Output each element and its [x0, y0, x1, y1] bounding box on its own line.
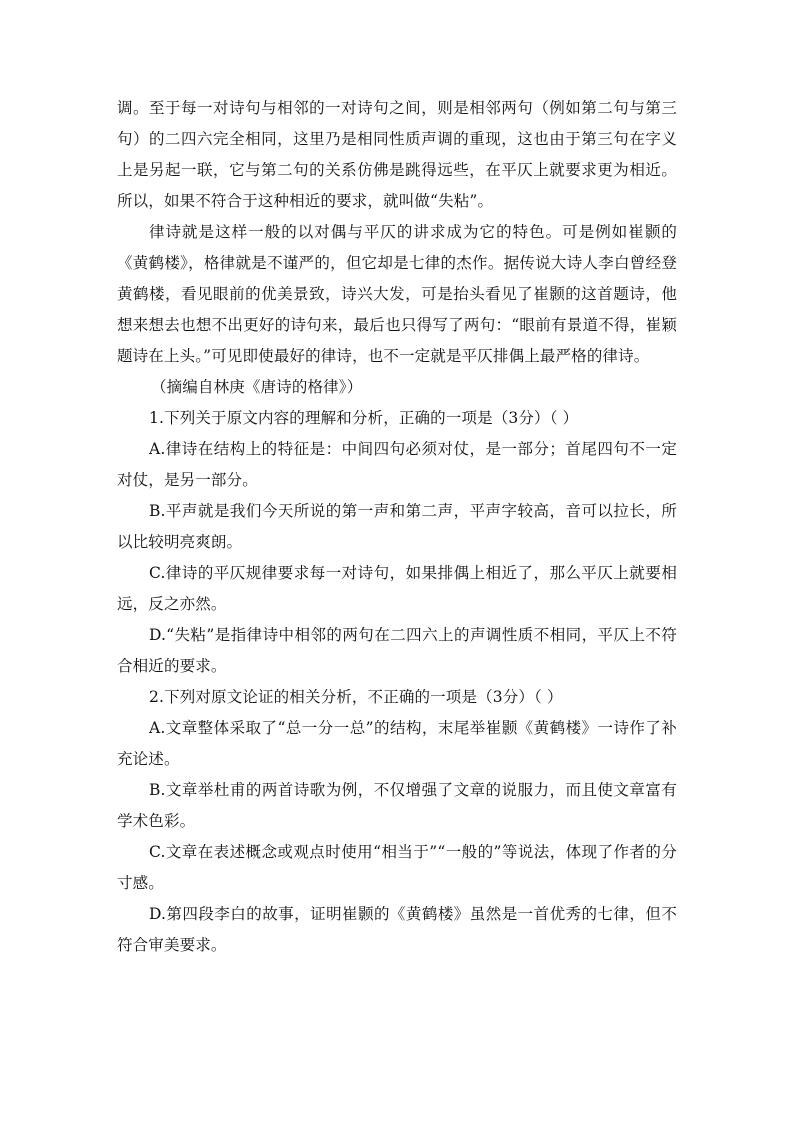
question-2-option-d: D.第四段李白的故事，证明崔颢的《黄鹤楼》虽然是一首优秀的七律，但不符合审美要求。: [117, 905, 677, 954]
question-2-stem: 2.下列对原文论证的相关分析，不正确的一项是（3分）（ ）: [149, 688, 563, 706]
question-2-option-b: B.文章举杜甫的两首诗歌为例，不仅增强了文章的说服力，而且使文章富有学术色彩。: [117, 781, 677, 830]
question-1-option-b: B.平声就是我们今天所说的第一声和第二声，平声字较高，音可以拉长，所以比较明亮爽朗。: [117, 502, 677, 551]
question-2-option-c: C.文章在表述概念或观点时使用“相当于”“一般的”等说法，体现了作者的分寸感。: [117, 843, 677, 892]
question-1-option-a: A.律诗在结构上的特征是：中间四句必须对仗，是一部分；首尾四句不一定对仗，是另一部分。: [117, 440, 677, 489]
question-2-option-a: A.文章整体采取了“总一分一总”的结构，末尾举崔颢《黄鹤楼》一诗作了补充论述。: [117, 719, 677, 768]
question-1-option-c: C.律诗的平仄规律要求每一对诗句，如果排偶上相近了，那么平仄上就要相远，反之亦然。: [117, 564, 677, 613]
paragraph-continuation: 调。至于每一对诗句与相邻的一对诗句之间，则是相邻两句（例如第二句与第三句）的二四六完全相同，这里乃是相同性质声调的重现，这也由于第三句在字义上是另起一联，它与第二句的关系仿佛是跳得远些，在平仄上就要求更为相近。所以，如果不符合于这种相近的要求，就叫做“失粘”。: [117, 99, 677, 210]
question-1-option-d: D.“失粘”是指律诗中相邻的两句在二四六上的声调性质不相同，平仄上不符合相近的要求。: [117, 626, 677, 675]
source-citation: （摘编自林庚《唐诗的格律》）: [151, 378, 363, 396]
question-1-stem: 1.下列关于原文内容的理解和分析，正确的一项是（3分）（ ）: [149, 409, 579, 427]
document-page: [117, 93, 677, 961]
paragraph-huanghe-lou: 律诗就是这样一般的以对偶与平仄的讲求成为它的特色。可是例如崔颢的《黄鹤楼》，格律就是不谨严的，但它却是七律的杰作。据传说大诗人李白曾经登黄鹤楼，看见眼前的优美景致，诗兴大发，可是抬头看见了崔颢的这首题诗，他想来想去也想不出更好的诗句来，最后也只得写了两句：“眼前有景道不得，崔颖题诗在上头。”可见即使最好的律诗，也不一定就是平仄排偶上最严格的律诗。: [117, 223, 677, 365]
